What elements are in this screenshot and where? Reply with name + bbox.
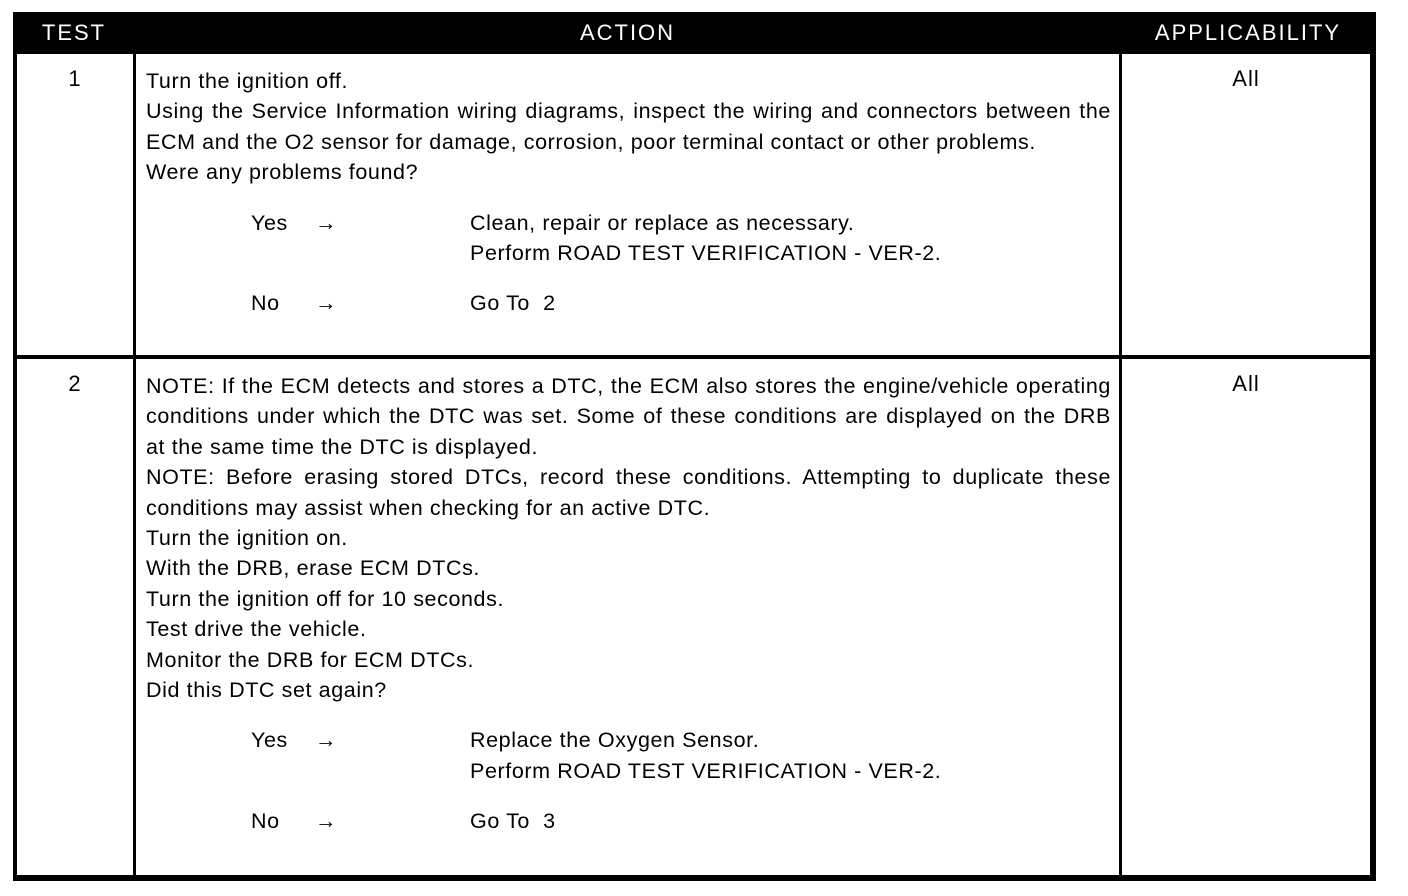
no-label: No [251, 808, 280, 833]
header-test: TEST [41, 20, 107, 45]
arrow-icon: → [315, 808, 338, 833]
diagnostic-test-table [13, 12, 1376, 881]
yes-label: Yes [251, 210, 288, 235]
row-1-action-line: Turn the ignition off. [146, 69, 349, 93]
arrow-icon: → [315, 210, 338, 235]
yes-result-line: Replace the Oxygen Sensor. [470, 728, 760, 753]
header-action: ACTION [579, 20, 676, 45]
row-2-action-line: Turn the ignition off for 10 seconds. [146, 586, 505, 611]
row-2-action-line: Turn the ignition on. [146, 526, 348, 551]
yes-result [470, 208, 941, 269]
row-1-yes-answer [251, 208, 1111, 266]
row-1-action-line: Using the Service Information wiring diagrams, inspect the wiring and connectors between the ECM and the O2 sensor for damage, corrosion, poor terminal contact or other problems. [146, 99, 1111, 154]
row-2-action-line: Did this DTC set again? [146, 678, 387, 703]
row-2-action-line: With the DRB, erase ECM DTCs. [146, 556, 480, 581]
arrow-icon: → [315, 291, 338, 316]
no-result: Go To 3 [470, 808, 556, 833]
row-1-test-number: 1 [17, 54, 133, 355]
row-2-no-answer [251, 806, 1111, 836]
yes-result-line: Perform ROAD TEST VERIFICATION - VER-2. [470, 758, 942, 783]
row-2-action-line: NOTE: Before erasing stored DTCs, record these conditions. Attempting to duplicate these conditions may assist when checking for an active DTC. [146, 465, 1111, 520]
row-2-applicability: All [1122, 359, 1370, 875]
no-result: Go To 2 [470, 291, 556, 316]
yes-label: Yes [251, 728, 288, 753]
row-2-test-number: 2 [17, 359, 133, 875]
row-2-action-line: Monitor the DRB for ECM DTCs. [146, 647, 475, 672]
row-1-applicability: All [1122, 54, 1370, 355]
yes-result-line: Clean, repair or replace as necessary. [470, 210, 855, 235]
row-1-action-line: Were any problems found? [146, 160, 419, 185]
table-header [13, 12, 1376, 52]
no-label: No [251, 291, 280, 316]
yes-result [470, 725, 941, 786]
yes-result-line: Perform ROAD TEST VERIFICATION - VER-2. [470, 241, 942, 266]
row-2-action-line: NOTE: If the ECM detects and stores a DTC, the ECM also stores the engine/vehicle operating conditions under which the DTC was set. Some of these conditions are displayed on the DRB at the same time the DTC is displayed. [146, 374, 1111, 459]
row-1-action [136, 54, 1119, 355]
header-applicability: APPLICABILITY [1154, 20, 1342, 45]
row-2-action [136, 359, 1119, 875]
row-1-no-answer [251, 288, 1111, 318]
row-2-yes-answer [251, 725, 1111, 783]
row-2-action-line: Test drive the vehicle. [146, 617, 367, 642]
arrow-icon: → [315, 728, 338, 753]
